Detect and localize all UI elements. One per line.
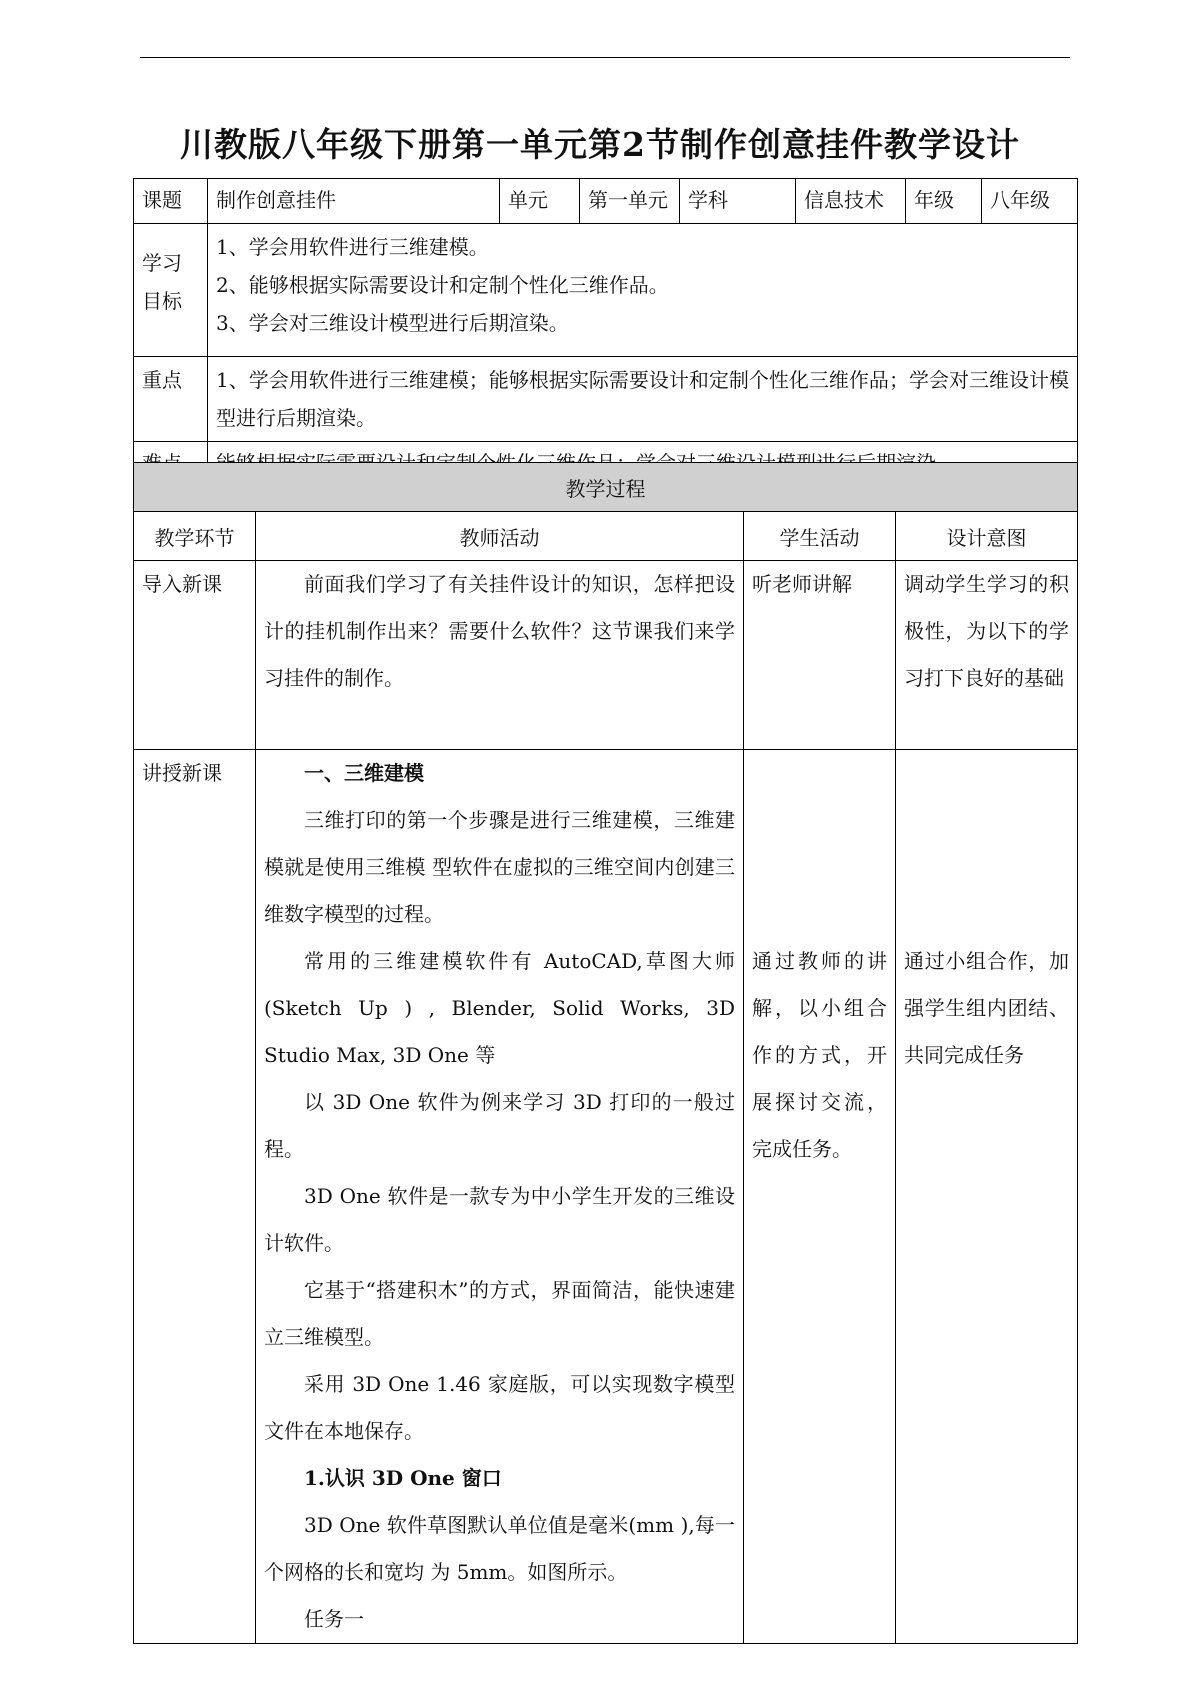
teacher-activity-cell	[256, 750, 744, 1644]
teacher-paragraph: 采用 3D One 1.46 家庭版，可以实现数字模型文件在本地保存。	[264, 1372, 735, 1443]
goal-item: 1、学会用软件进行三维建模。	[216, 235, 489, 259]
goal-item: 3、学会对三维设计模型进行后期渲染。	[216, 311, 569, 335]
subject-value: 信息技术	[796, 179, 906, 224]
subject-label: 学科	[680, 179, 796, 224]
topic-label: 课题	[134, 179, 208, 224]
student-activity-cell: 听老师讲解	[744, 561, 896, 750]
key-points-label: 重点	[134, 357, 208, 442]
header-rule	[140, 57, 1070, 58]
topic-row	[134, 179, 1078, 224]
teacher-paragraph: 三维打印的第一个步骤是进行三维建模，三维建模就是使用三维模 型软件在虚拟的三维空间内创建三维数字模型的过程。	[264, 808, 735, 926]
teacher-paragraph: 以 3D One 软件为例来学习 3D 打印的一般过程。	[264, 1090, 735, 1161]
teaching-process-table	[133, 462, 1078, 1644]
unit-label: 单元	[500, 179, 580, 224]
task-label: 任务一	[304, 1607, 364, 1631]
design-intent-cell: 调动学生学习的积极性，为以下的学习打下良好的基础	[896, 561, 1078, 750]
goal-item: 2、能够根据实际需要设计和定制个性化三维作品。	[216, 273, 669, 297]
process-header: 教学过程	[134, 463, 1078, 512]
teacher-paragraph: 它基于“搭建积木”的方式，界面简洁，能快速建立三维模型。	[264, 1278, 735, 1349]
subsection-heading: 1.认识 3D One 窗口	[304, 1466, 502, 1490]
topic-value: 制作创意挂件	[208, 179, 500, 224]
key-points-row	[134, 357, 1078, 442]
column-header-stage: 教学环节	[134, 512, 256, 561]
lesson-info-table	[133, 178, 1078, 487]
goals-row	[134, 224, 1078, 357]
table-row	[134, 750, 1078, 1644]
teacher-paragraph: 前面我们学习了有关挂件设计的知识，怎样把设计的挂机制作出来？需要什么软件？这节课我们来学习挂件的制作。	[264, 572, 735, 690]
column-header-teacher: 教师活动	[256, 512, 744, 561]
teacher-paragraph: 3D One 软件草图默认单位值是毫米(mm ),每一个网格的长和宽均 为 5mm。如图所示。	[264, 1513, 735, 1584]
teacher-paragraph: 3D One 软件是一款专为中小学生开发的三维设计软件。	[264, 1184, 735, 1255]
unit-value: 第一单元	[580, 179, 680, 224]
process-header-row	[134, 463, 1078, 512]
stage-cell: 讲授新课	[134, 750, 256, 1644]
design-intent-cell: 通过小组合作，加强学生组内团结、共同完成任务	[896, 750, 1078, 1644]
teacher-activity-cell	[256, 561, 744, 750]
document-title: 川教版八年级下册第一单元第2节制作创意挂件教学设计	[180, 125, 1020, 164]
table-row	[134, 561, 1078, 750]
student-activity-cell: 通过教师的讲解，以小组合作的方式，开展探讨交流，完成任务。	[744, 750, 896, 1644]
column-header-row	[134, 512, 1078, 561]
grade-value: 八年级	[982, 179, 1078, 224]
goals-label: 学习目标	[134, 224, 208, 357]
key-points-text: 1、学会用软件进行三维建模；能够根据实际需要设计和定制个性化三维作品；学会对三维设计模型进行后期渲染。	[208, 357, 1078, 442]
teacher-paragraph: 常用的三维建模软件有 AutoCAD,草图大师(Sketch Up ) , Blender, Solid Works, 3D Studio Max, 3D One 等	[264, 949, 735, 1067]
grade-label: 年级	[906, 179, 982, 224]
column-header-student: 学生活动	[744, 512, 896, 561]
stage-cell: 导入新课	[134, 561, 256, 750]
column-header-intent: 设计意图	[896, 512, 1078, 561]
section-heading: 一、三维建模	[304, 761, 424, 785]
goals-list	[208, 224, 1078, 357]
